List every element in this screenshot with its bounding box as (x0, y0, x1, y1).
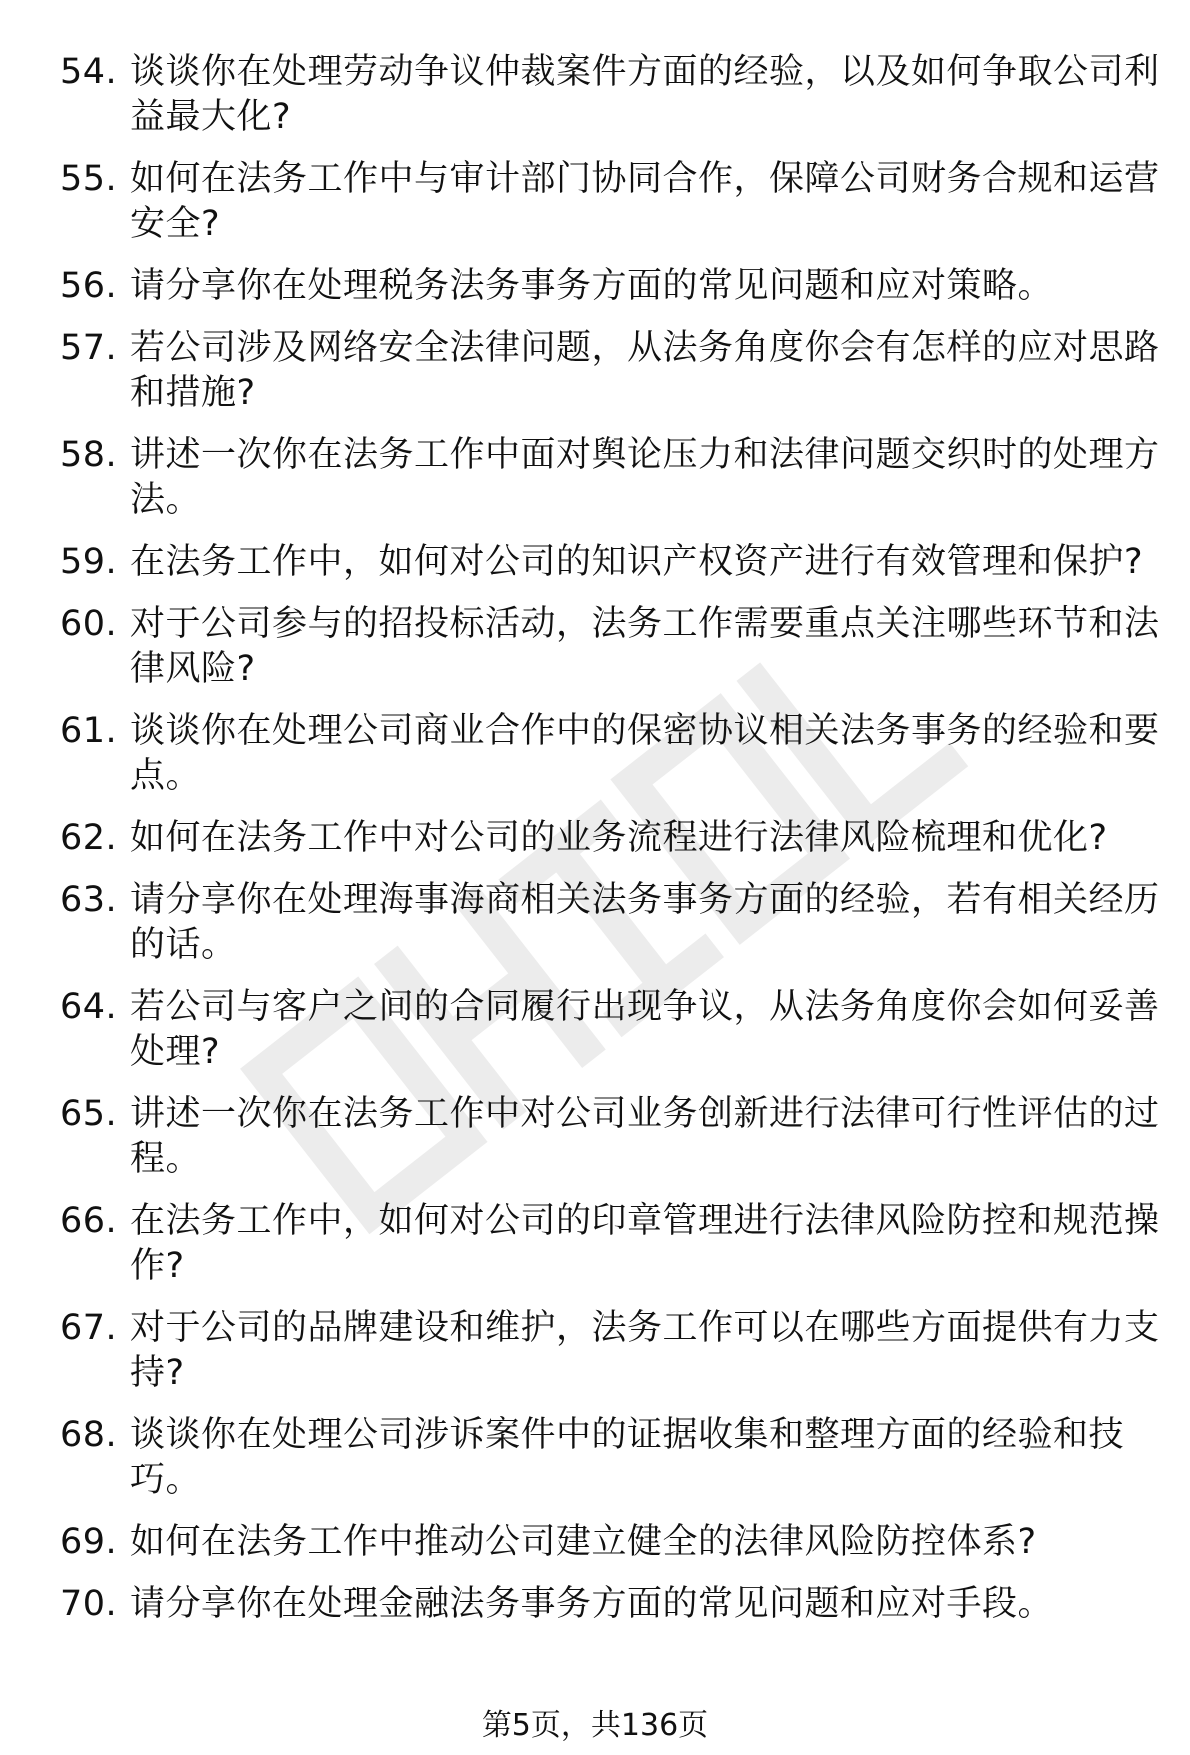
question-item (60, 602, 1160, 692)
question-item (60, 1092, 1160, 1182)
question-text: 若公司涉及网络安全法律问题，从法务角度你会有怎样的应对思路和措施? (130, 328, 1160, 413)
question-text: 请分享你在处理税务法务事务方面的常见问题和应对策略。 (130, 266, 1054, 306)
question-number: 67. (60, 1308, 118, 1348)
question-item (60, 816, 1160, 861)
question-text: 讲述一次你在法务工作中对公司业务创新进行法律可行性评估的过程。 (130, 1094, 1160, 1179)
question-text: 谈谈你在处理公司商业合作中的保密协议相关法务事务的经验和要点。 (130, 711, 1160, 796)
question-number: 61. (60, 711, 118, 751)
question-number: 60. (60, 604, 118, 644)
question-text: 请分享你在处理海事海商相关法务事务方面的经验，若有相关经历的话。 (130, 880, 1160, 965)
question-item (60, 878, 1160, 968)
question-number: 58. (60, 435, 118, 475)
question-number: 56. (60, 266, 118, 306)
page-footer: 第5页，共136页 (481, 1708, 709, 1743)
question-text: 如何在法务工作中与审计部门协同合作，保障公司财务合规和运营安全? (130, 159, 1160, 244)
question-number: 59. (60, 542, 118, 582)
question-item (60, 264, 1160, 309)
question-item (60, 540, 1160, 585)
question-number: 64. (60, 987, 118, 1027)
question-item (60, 326, 1160, 416)
question-item (60, 1413, 1160, 1503)
question-text: 讲述一次你在法务工作中面对舆论压力和法律问题交织时的处理方法。 (130, 435, 1160, 520)
question-number: 66. (60, 1201, 118, 1241)
question-item (60, 1199, 1160, 1289)
question-text: 谈谈你在处理公司涉诉案件中的证据收集和整理方面的经验和技巧。 (130, 1415, 1125, 1500)
question-item (60, 433, 1160, 523)
question-text: 对于公司参与的招投标活动，法务工作需要重点关注哪些环节和法律风险? (130, 604, 1160, 689)
question-item (60, 50, 1160, 140)
question-number: 62. (60, 818, 118, 858)
question-item (60, 985, 1160, 1075)
question-number: 54. (60, 52, 118, 92)
question-number: 65. (60, 1094, 118, 1134)
question-item (60, 1582, 1160, 1627)
question-list (60, 50, 1160, 1644)
question-number: 69. (60, 1522, 118, 1562)
question-text: 若公司与客户之间的合同履行出现争议，从法务角度你会如何妥善处理? (130, 987, 1160, 1072)
question-text: 对于公司的品牌建设和维护，法务工作可以在哪些方面提供有力支持? (130, 1308, 1160, 1393)
question-number: 63. (60, 880, 118, 920)
question-number: 70. (60, 1584, 118, 1624)
question-text: 如何在法务工作中对公司的业务流程进行法律风险梳理和优化? (130, 818, 1108, 858)
question-text: 谈谈你在处理劳动争议仲裁案件方面的经验，以及如何争取公司利益最大化? (130, 52, 1160, 137)
question-number: 57. (60, 328, 118, 368)
question-item (60, 1306, 1160, 1396)
question-item (60, 157, 1160, 247)
question-text: 在法务工作中，如何对公司的印章管理进行法律风险防控和规范操作? (130, 1201, 1160, 1286)
question-number: 55. (60, 159, 118, 199)
question-number: 68. (60, 1415, 118, 1455)
question-text: 请分享你在处理金融法务事务方面的常见问题和应对手段。 (130, 1584, 1054, 1624)
question-text: 如何在法务工作中推动公司建立健全的法律风险防控体系? (130, 1522, 1037, 1562)
question-item (60, 1520, 1160, 1565)
question-text: 在法务工作中，如何对公司的知识产权资产进行有效管理和保护? (130, 542, 1144, 582)
question-item (60, 709, 1160, 799)
